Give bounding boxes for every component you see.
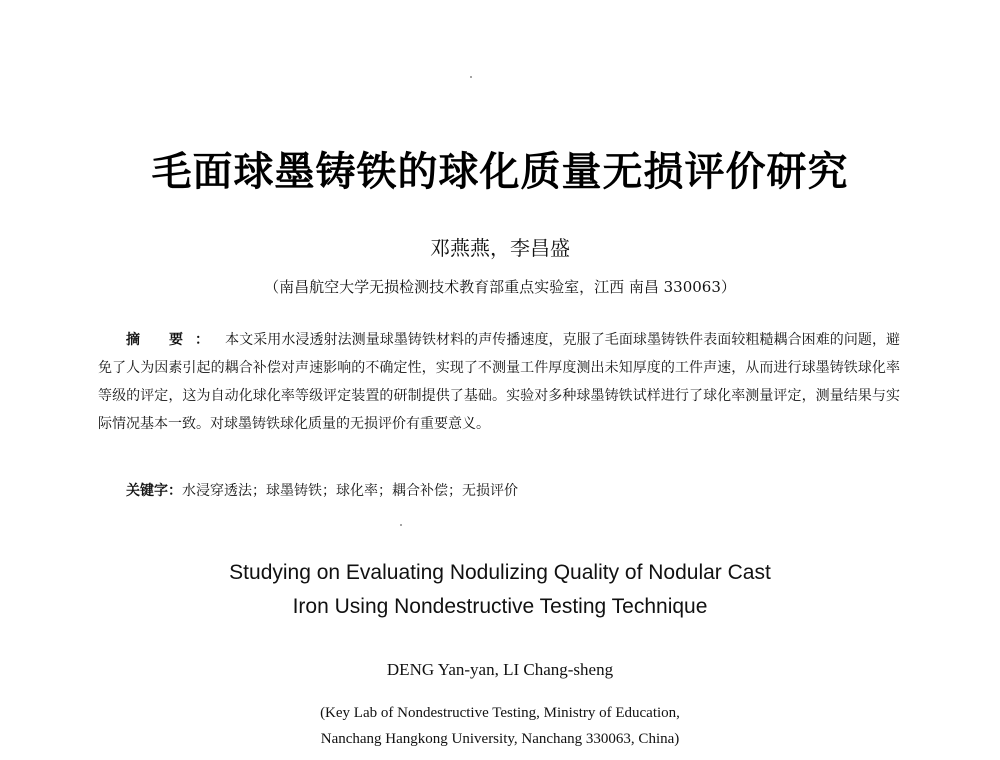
abstract-label: 摘 要：: [126, 332, 222, 348]
chinese-abstract: [98, 326, 900, 438]
chinese-authors: 邓燕燕，李昌盛: [430, 236, 570, 260]
english-affiliation-line-2: Nanchang Hangkong University, Nanchang 330063, China): [320, 731, 680, 747]
english-title-line-1: Studying on Evaluating Nodulizing Quality of Nodular Cast: [229, 561, 771, 584]
english-title: [0, 556, 1000, 624]
keywords-text: 水浸穿透法；球墨铸铁；球化率；耦合补偿；无损评价: [182, 483, 518, 499]
english-title-line-2: Iron Using Nondestructive Testing Technique: [292, 595, 708, 618]
english-authors: DENG Yan-yan, LI Chang-sheng: [386, 660, 614, 679]
chinese-keywords: [126, 480, 518, 500]
english-affiliation: [0, 700, 1000, 752]
chinese-title: 毛面球墨铸铁的球化质量无损评价研究: [151, 149, 849, 195]
scan-speck: [400, 524, 402, 526]
english-affiliation-line-1: (Key Lab of Nondestructive Testing, Ministry of Education,: [320, 705, 680, 721]
abstract-text: 本文采用水浸透射法测量球墨铸铁材料的声传播速度，克服了毛面球墨铸铁件表面较粗糙耦合困难的问题，避免了人为因素引起的耦合补偿对声速影响的不确定性，实现了不测量工件厚度测出未知厚度的工件声速，从而进行球墨铸铁球化率等级的评定，这为自动化球化率等级评定装置的研制提供了基础。实验对多种球墨铸铁试样进行了球化率测量评定，测量结果与实际情况基本一致。对球墨铸铁球化质量的无损评价有重要意义。: [98, 332, 901, 432]
scan-speck: [470, 76, 472, 78]
keywords-label: 关键字：: [126, 483, 182, 499]
chinese-affiliation: （南昌航空大学无损检测技术教育部重点实验室，江西 南昌 330063）: [264, 278, 736, 296]
